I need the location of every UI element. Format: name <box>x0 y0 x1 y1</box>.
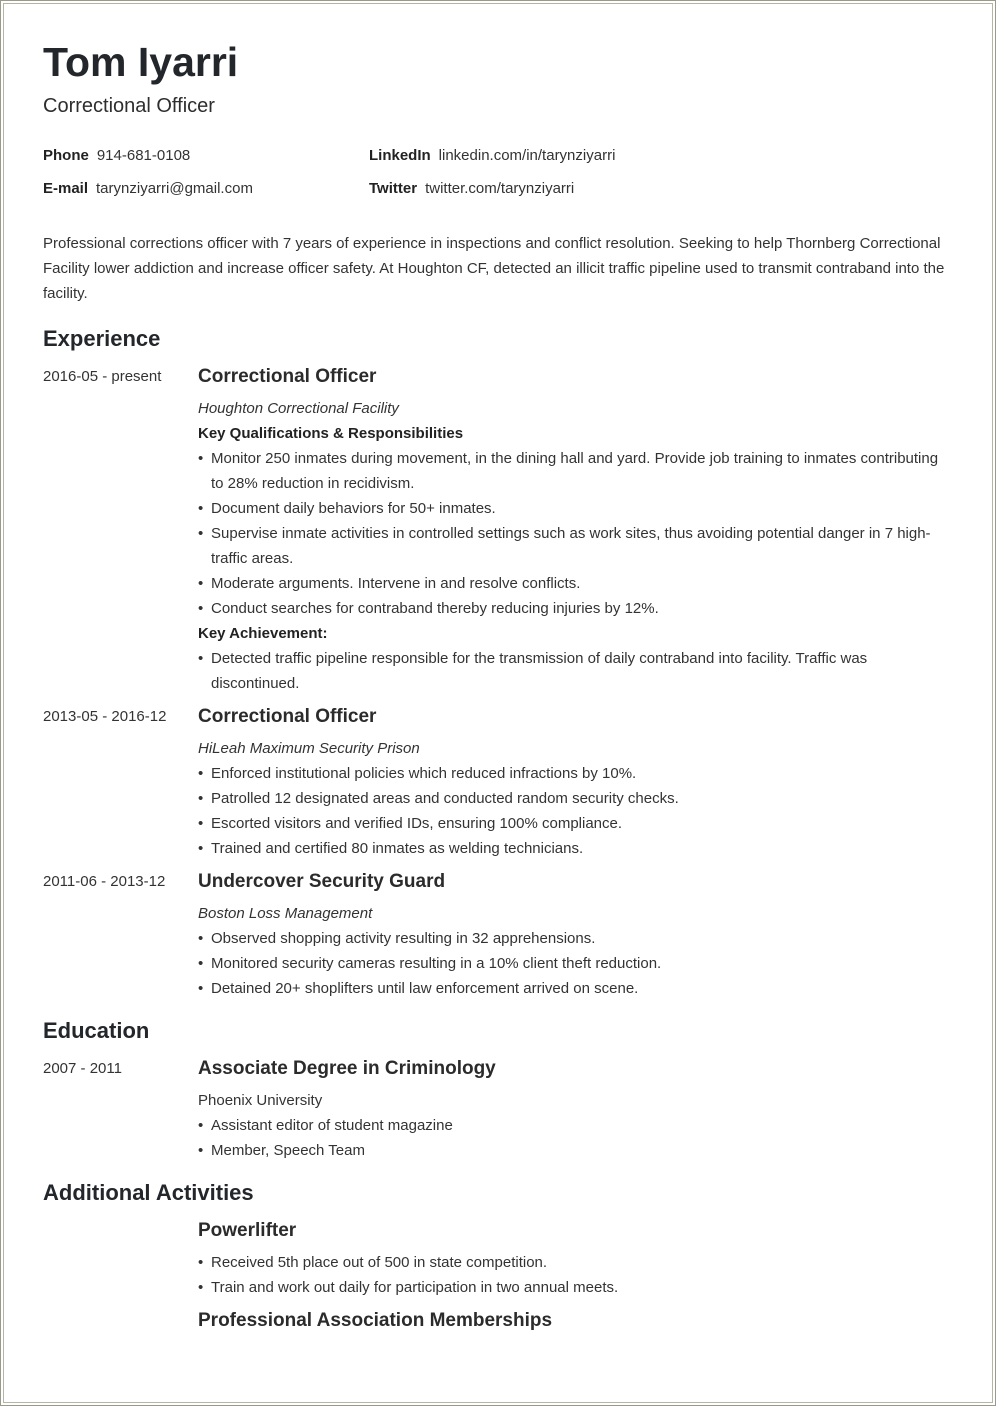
education-dates: 2007 - 2011 <box>43 1060 122 1077</box>
school-name: Phoenix University <box>198 1092 323 1109</box>
activities-heading: Additional Activities <box>43 1180 254 1205</box>
list-item: • Patrolled 12 designated areas and conducted random security checks. <box>198 786 948 811</box>
list-item: • Escorted visitors and verified IDs, ensuring 100% compliance. <box>198 811 948 836</box>
list-item: • Member, Speech Team <box>198 1138 948 1163</box>
activity-2-title: Professional Association Memberships <box>198 1310 553 1331</box>
job-1-achievement-label: Key Achievement: <box>198 625 328 642</box>
list-item: • Assistant editor of student magazine <box>198 1113 948 1138</box>
education-entry <box>198 1058 948 1163</box>
list-item: • Document daily behaviors for 50+ inmates. <box>198 496 948 521</box>
list-item: • Moderate arguments. Intervene in and resolve conflicts. <box>198 571 948 596</box>
job-1-bullets <box>198 446 948 621</box>
education-bullets <box>198 1113 948 1163</box>
linkedin-value[interactable]: linkedin.com/in/tarynziyarri <box>438 147 616 164</box>
job-1-dates: 2016-05 - present <box>43 368 162 385</box>
list-item: • Received 5th place out of 500 in state competition. <box>198 1250 948 1275</box>
job-1-achievements <box>198 646 948 696</box>
job-1-title: Correctional Officer <box>198 366 377 387</box>
job-1-org: Houghton Correctional Facility <box>198 400 399 417</box>
contact-phone <box>43 147 190 164</box>
list-item: • Monitored security cameras resulting in a 10% client theft reduction. <box>198 951 948 976</box>
list-item: • Detained 20+ shoplifters until law enforcement arrived on scene. <box>198 976 948 1001</box>
contact-twitter <box>369 180 574 197</box>
twitter-label: Twitter <box>369 180 418 197</box>
contact-linkedin <box>369 147 615 164</box>
job-3-bullets <box>198 926 948 1001</box>
activity-1 <box>198 1220 948 1300</box>
degree-title: Associate Degree in Criminology <box>198 1058 496 1079</box>
email-value[interactable]: tarynziyarri@gmail.com <box>96 180 253 197</box>
job-1 <box>198 366 948 696</box>
list-item: • Trained and certified 80 inmates as welding technicians. <box>198 836 948 861</box>
experience-heading: Experience <box>43 326 161 351</box>
summary-paragraph: Professional corrections officer with 7 years of experience in inspections and conflict resolution. Seeking to help Thornberg Correctional Facility lower addiction and increase officer safety. At Houghton CF, detected an illicit traffic pipeline used to transmit contraband into the facility. <box>43 235 945 302</box>
job-3-title: Undercover Security Guard <box>198 871 446 892</box>
contact-email <box>43 180 253 197</box>
list-item: • Monitor 250 inmates during movement, in the dining hall and yard. Provide job training to inmates contributing to 28% reduction in recidivism. <box>198 446 948 496</box>
list-item: • Detected traffic pipeline responsible for the transmission of daily contraband into facility. Traffic was discontinued. <box>198 646 948 696</box>
phone-label: Phone <box>43 147 89 164</box>
activity-1-bullets <box>198 1250 948 1300</box>
email-label: E-mail <box>43 180 89 197</box>
activity-2 <box>198 1310 948 1340</box>
job-2-bullets <box>198 761 948 861</box>
job-2 <box>198 706 948 861</box>
twitter-value[interactable]: twitter.com/tarynziyarri <box>425 180 575 197</box>
list-item: • Supervise inmate activities in controlled settings such as work sites, thus avoiding potential danger in 7 high-traffic areas. <box>198 521 948 571</box>
linkedin-label: LinkedIn <box>369 147 431 164</box>
phone-value: 914-681-0108 <box>96 147 191 164</box>
activity-1-title: Powerlifter <box>198 1220 297 1241</box>
job-2-title: Correctional Officer <box>198 706 377 727</box>
job-3-dates: 2011-06 - 2013-12 <box>43 873 166 890</box>
candidate-title: Correctional Officer <box>43 95 215 117</box>
list-item: • Conduct searches for contraband thereby reducing injuries by 12%. <box>198 596 948 621</box>
job-2-org: HiLeah Maximum Security Prison <box>198 740 420 757</box>
list-item: • Enforced institutional policies which reduced infractions by 10%. <box>198 761 948 786</box>
list-item: • Train and work out daily for participation in two annual meets. <box>198 1275 948 1300</box>
education-heading: Education <box>43 1018 150 1043</box>
candidate-name: Tom Iyarri <box>43 39 239 85</box>
list-item: • Observed shopping activity resulting in 32 apprehensions. <box>198 926 948 951</box>
job-2-dates: 2013-05 - 2016-12 <box>43 708 167 725</box>
job-3 <box>198 871 948 1001</box>
job-3-org: Boston Loss Management <box>198 905 373 922</box>
job-1-responsibilities-label: Key Qualifications & Responsibilities <box>198 425 464 442</box>
